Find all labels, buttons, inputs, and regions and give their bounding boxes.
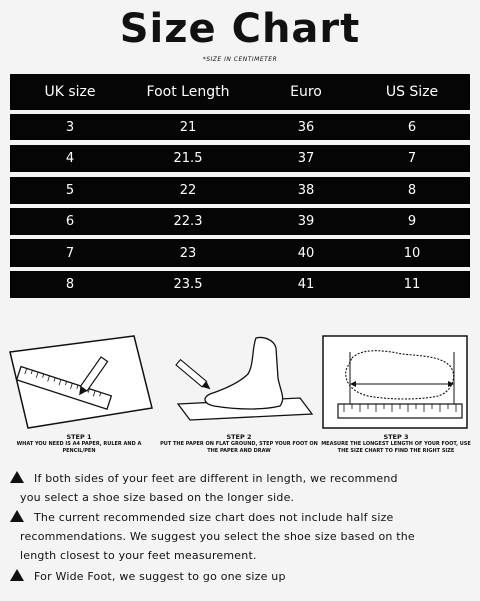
triangle-bullet-icon	[10, 471, 24, 483]
euro-cell: 36	[297, 119, 315, 135]
us-size-cell: 6	[407, 119, 417, 135]
foot-length-cell: 22.3	[173, 214, 203, 229]
us-size-cell: 8	[407, 183, 417, 198]
step1-caption	[4, 434, 154, 455]
us-size-cell: 11	[403, 277, 421, 292]
table-row	[10, 177, 470, 204]
triangle-bullet-icon	[10, 510, 24, 522]
size-unit-note: *SIZE IN CENTIMETER	[202, 56, 278, 63]
step2-caption	[156, 434, 322, 455]
triangle-bullet-icon	[10, 569, 24, 581]
table-row	[10, 239, 470, 267]
foot-length-cell: 23.5	[173, 277, 203, 292]
uk-size-cell: 8	[65, 277, 75, 292]
euro-cell: 41	[297, 277, 315, 292]
us-size-cell: 9	[407, 214, 417, 229]
note-uneven-feet: If both sides of your feet are different in length, we recommend you select a shoe size based on the longer side.	[10, 469, 470, 507]
euro-cell: 38	[297, 183, 315, 198]
header-euro: Euro	[290, 84, 322, 100]
uk-size-cell: 6	[65, 214, 75, 229]
us-size-cell: 10	[403, 245, 421, 261]
table-row	[10, 271, 470, 298]
foot-length-cell: 22	[179, 183, 197, 198]
header-uk-size: UK size	[44, 84, 96, 100]
us-size-cell: 7	[407, 151, 417, 166]
foot-length-cell: 21	[179, 119, 197, 135]
page-title: Size Chart	[119, 6, 361, 52]
header-us-size: US Size	[385, 84, 439, 100]
step1-illustration	[6, 334, 156, 430]
step1-title: STEP 1	[66, 433, 92, 441]
euro-cell: 39	[297, 214, 315, 229]
step3-illustration	[322, 334, 468, 430]
uk-size-cell: 7	[65, 245, 75, 261]
foot-measure-icon	[322, 334, 468, 430]
header-foot-length: Foot Length	[146, 84, 230, 100]
table-row	[10, 208, 470, 235]
table-row	[10, 145, 470, 172]
step2-text: PUT THE PAPER ON FLAT GROUND, STEP YOUR FOOT ON THE PAPER AND DRAW	[160, 441, 318, 454]
euro-cell: 40	[297, 245, 315, 261]
table-row	[10, 114, 470, 140]
step3-text: MEASURE THE LONGEST LENGTH OF YOUR FOOT, USE THE SIZE CHART TO FIND THE RIGHT SIZE	[321, 441, 471, 454]
table-header	[10, 74, 470, 110]
uk-size-cell: 3	[65, 119, 75, 135]
step1-text: WHAT YOU NEED IS A4 PAPER, RULER AND A PENCIL/PEN	[16, 441, 142, 454]
step3-title: STEP 3	[383, 433, 409, 441]
note-half-size: The current recommended size chart does not include half size recommendations. We suggest you select the shoe size based on the length closest to your feet measurement.	[10, 508, 470, 565]
uk-size-cell: 5	[65, 183, 75, 198]
paper-ruler-pencil-icon	[6, 334, 156, 430]
foot-tracing-icon	[164, 334, 314, 430]
foot-length-cell: 23	[179, 245, 197, 261]
step3-caption	[318, 434, 474, 455]
step2-illustration	[164, 334, 314, 430]
uk-size-cell: 4	[65, 151, 75, 166]
note-wide-foot: For Wide Foot, we suggest to go one size up	[10, 567, 470, 586]
step2-title: STEP 2	[226, 433, 252, 441]
foot-length-cell: 21.5	[173, 151, 203, 166]
euro-cell: 37	[297, 151, 315, 166]
